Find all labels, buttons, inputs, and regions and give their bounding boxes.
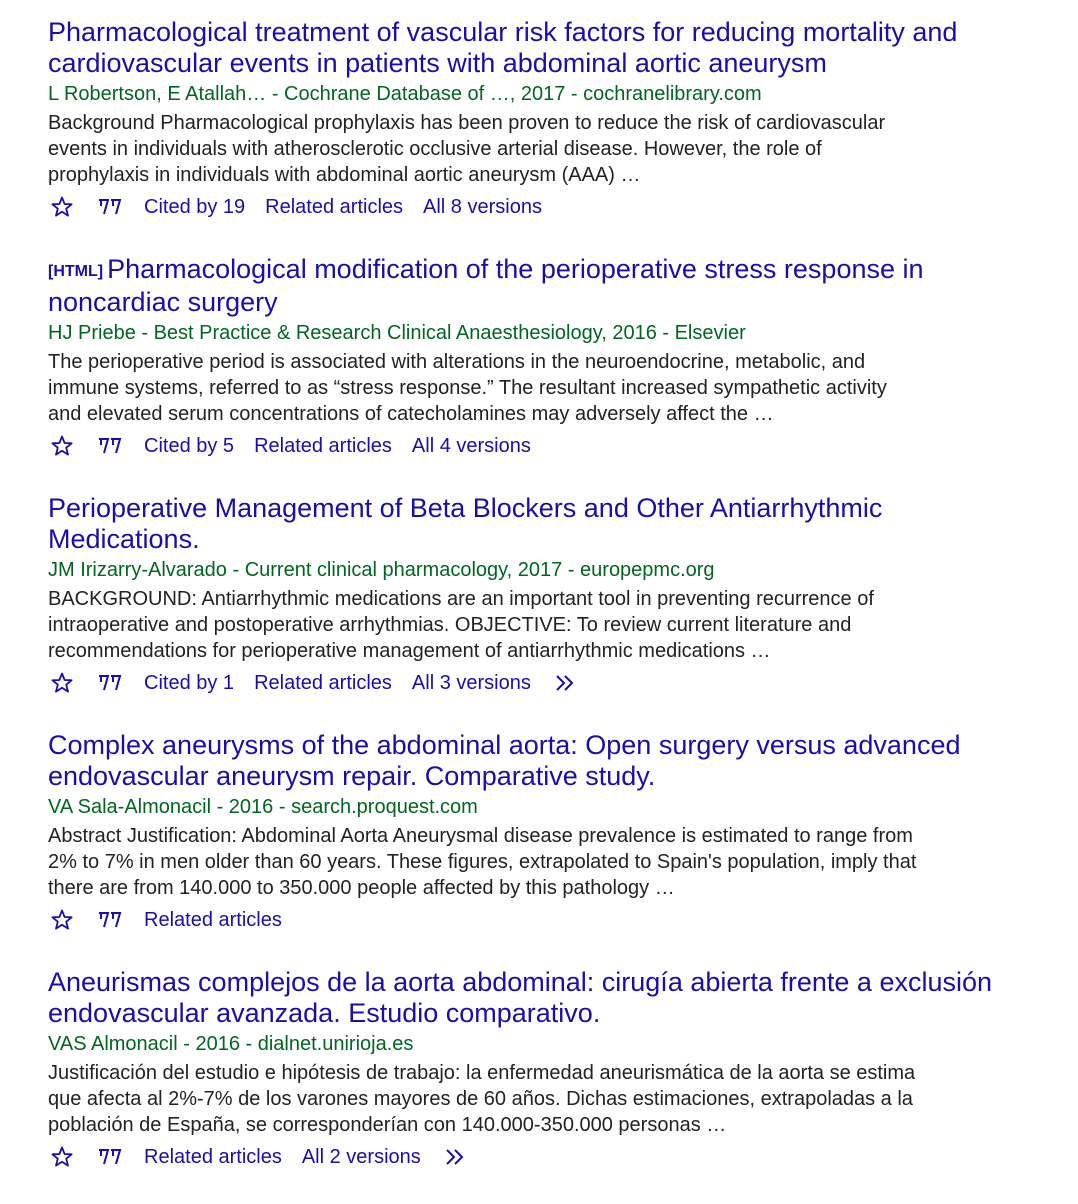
result-authors-source: VA Sala-Almonacil - 2016 - search.proquest.com (48, 796, 478, 818)
all-versions-link[interactable]: All 2 versions (301, 1145, 421, 1168)
star-icon[interactable] (48, 193, 76, 221)
result-snippet: BACKGROUND: Antiarrhythmic medications are an important tool in preventing recurrence of intraoperative and postoperative arrhythmias. OBJECTIVE: To review current literature and recommendations for perioperative management of antiarrhythmic medications … (48, 588, 874, 662)
result-title-text[interactable]: Perioperative Management of Beta Blockers and Other Antiarrhythmic Medications. (48, 493, 883, 554)
result-actions (48, 905, 1048, 935)
results-list (48, 17, 1048, 1204)
quote-icon[interactable] (96, 906, 124, 934)
result-title[interactable] (48, 254, 988, 318)
result-snippet: Background Pharmacological prophylaxis has been proven to reduce the risk of cardiovascular events in individuals with atherosclerotic occlusive arterial disease. However, the role of prophylaxis in individuals with abdominal aortic aneurysm (AAA) … (48, 112, 886, 186)
related-articles-link[interactable]: Related articles (265, 195, 404, 218)
result-snippet: Abstract Justification: Abdominal Aorta Aneurysmal disease prevalence is estimated to range from 2% to 7% in men older than 60 years. These figures, extrapolated to Spain's population, imply that there are from 140.000 to 350.000 people affected by this pathology … (48, 825, 917, 899)
quote-icon[interactable] (96, 669, 124, 697)
result-actions (48, 431, 1048, 461)
double-chevron-right-icon[interactable] (553, 669, 581, 697)
all-versions-link[interactable]: All 8 versions (423, 195, 542, 218)
result-item (48, 967, 1048, 1172)
result-actions (48, 192, 1048, 222)
result-title[interactable] (48, 967, 1038, 1029)
result-title-text[interactable]: Aneurismas complejos de la aorta abdominal: cirugía abierta frente a exclusión endovascular avanzada. Estudio comparativo. (48, 967, 993, 1028)
result-actions (48, 1142, 1048, 1172)
result-snippet: Justificación del estudio e hipótesis de trabajo: la enfermedad aneurismática de la aorta se estima que afecta al 2%-7% de los varones mayores de 60 años. Dichas estimaciones, extrapoladas a la población de España, se corresponderían con 140.000-350.000 personas … (48, 1062, 916, 1136)
result-snippet: The perioperative period is associated with alterations in the neuroendocrine, metabolic, and immune systems, referred to as “stress response.” The resultant increased sympathetic activity and elevated serum concentrations of catecholamines may adversely affect the … (48, 351, 887, 425)
related-articles-link[interactable]: Related articles (254, 434, 392, 457)
all-versions-link[interactable]: All 4 versions (411, 434, 531, 457)
star-icon[interactable] (48, 432, 76, 460)
result-authors-source: JM Irizarry-Alvarado - Current clinical pharmacology, 2017 - europepmc.org (48, 559, 715, 581)
cited-by-link[interactable]: Cited by 19 (144, 195, 246, 218)
html-tag[interactable]: [HTML] (48, 263, 104, 280)
result-title[interactable] (48, 17, 1048, 79)
quote-icon[interactable] (96, 432, 124, 460)
related-articles-link[interactable]: Related articles (254, 671, 392, 694)
result-title-text[interactable]: Pharmacological treatment of vascular risk factors for reducing mortality and cardiovascular events in patients with abdominal aortic aneurysm (48, 17, 958, 78)
result-authors-source: VAS Almonacil - 2016 - dialnet.unirioja.es (48, 1033, 414, 1055)
star-icon[interactable] (48, 669, 76, 697)
result-actions (48, 668, 1048, 698)
result-item (48, 254, 1048, 461)
related-articles-link[interactable]: Related articles (144, 1145, 282, 1168)
result-item (48, 493, 1048, 698)
quote-icon[interactable] (96, 193, 124, 221)
result-title[interactable] (48, 493, 948, 555)
result-title[interactable] (48, 730, 1008, 792)
result-authors-source: L Robertson, E Atallah… - Cochrane Database of …, 2017 - cochranelibrary.com (48, 83, 762, 105)
cited-by-link[interactable]: Cited by 5 (144, 434, 235, 457)
star-icon[interactable] (48, 906, 76, 934)
quote-icon[interactable] (96, 1143, 124, 1171)
star-icon[interactable] (48, 1143, 76, 1171)
double-chevron-right-icon[interactable] (443, 1143, 471, 1171)
result-authors-source: HJ Priebe - Best Practice & Research Clinical Anaesthesiology, 2016 - Elsevier (48, 322, 746, 344)
all-versions-link[interactable]: All 3 versions (411, 671, 531, 694)
result-title-text[interactable]: Complex aneurysms of the abdominal aorta: Open surgery versus advanced endovascular aneurysm repair. Comparative study. (48, 730, 961, 791)
cited-by-link[interactable]: Cited by 1 (144, 671, 235, 694)
result-item (48, 730, 1048, 935)
related-articles-link[interactable]: Related articles (144, 908, 282, 931)
result-item (48, 17, 1048, 222)
result-title-text[interactable]: Pharmacological modification of the perioperative stress response in noncardiac surgery (48, 254, 924, 317)
